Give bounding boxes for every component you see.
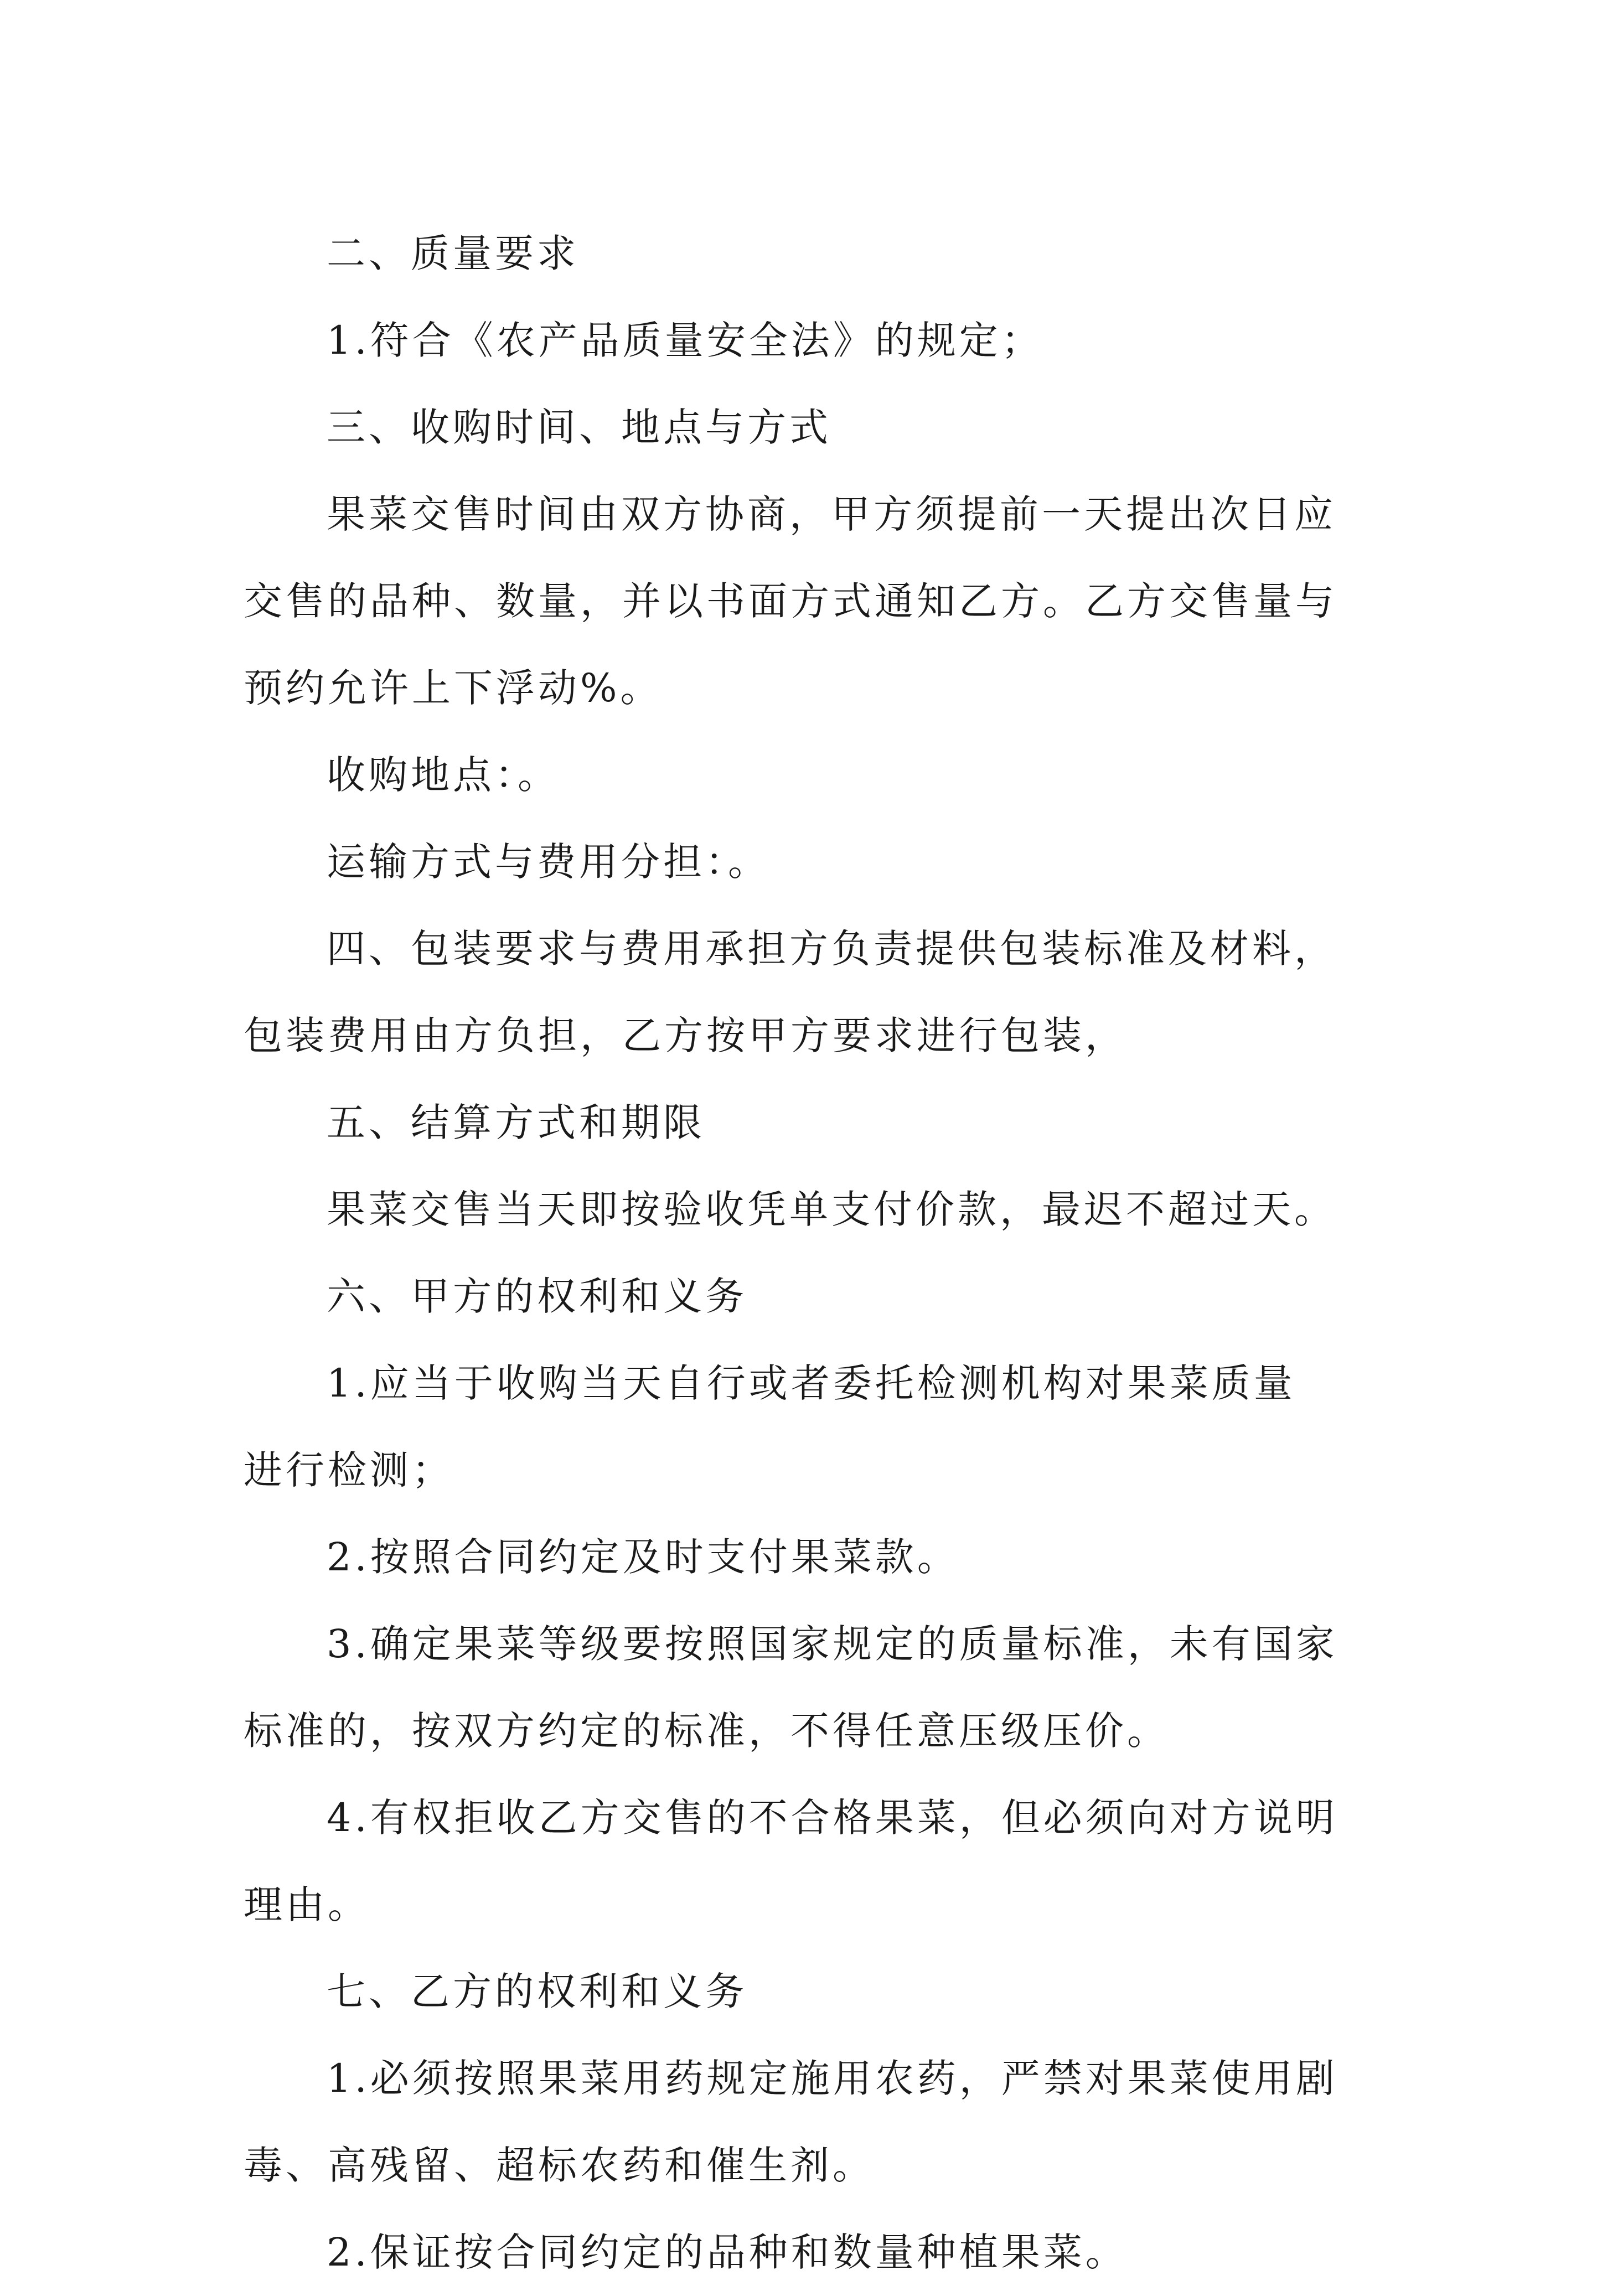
- paragraph-line: 1.应当于收购当天自行或者委托检测机构对果菜质量: [327, 1361, 1296, 1406]
- paragraph-line: 1.符合《农产品质量安全法》的规定；: [327, 318, 1043, 363]
- paragraph-line: 2.按照合同约定及时支付果菜款。: [327, 1534, 959, 1580]
- paragraph-line: 预约允许上下浮动%。: [244, 665, 663, 711]
- paragraph-line: 收购地点：。: [327, 752, 560, 798]
- paragraph-line: 毒、高残留、超标农药和催生剂。: [244, 2143, 875, 2188]
- section-heading-party-b: 七、乙方的权利和义务: [327, 1969, 747, 2014]
- paragraph-line: 运输方式与费用分担：。: [327, 839, 770, 885]
- paragraph-line: 1.必须按照果菜用药规定施用农药，严禁对果菜使用剧: [327, 2056, 1338, 2101]
- paragraph-line: 果菜交售当天即按验收凭单支付价款，最迟不超过天。: [327, 1187, 1336, 1232]
- section-heading-settlement: 五、结算方式和期限: [327, 1100, 705, 1145]
- paragraph-line: 2.保证按合同约定的品种和数量种植果菜。: [327, 2230, 1128, 2275]
- paragraph-line: 标准的，按双方约定的标准，不得任意压级压价。: [244, 1708, 1169, 1754]
- section-heading-party-a: 六、甲方的权利和义务: [327, 1274, 747, 1319]
- paragraph-line: 4.有权拒收乙方交售的不合格果菜，但必须向对方说明: [327, 1795, 1338, 1840]
- paragraph-line: 理由。: [244, 1882, 370, 1927]
- paragraph-line: 进行检测；: [244, 1447, 454, 1493]
- paragraph-line: 果菜交售时间由双方协商，甲方须提前一天提出次日应: [327, 492, 1336, 537]
- document-body: [244, 210, 1362, 2296]
- paragraph-line: 3.确定果菜等级要按照国家规定的质量标准，未有国家: [327, 1621, 1338, 1667]
- section-heading-purchase: 三、收购时间、地点与方式: [327, 405, 831, 450]
- section-heading-packaging: 四、包装要求与费用承担方负责提供包装标准及材料，: [327, 926, 1336, 971]
- paragraph-line: 包装费用由方负担，乙方按甲方要求进行包装，: [244, 1013, 1127, 1058]
- section-heading-quality: 二、质量要求: [327, 231, 579, 276]
- paragraph-line: 交售的品种、数量，并以书面方式通知乙方。乙方交售量与: [244, 578, 1337, 624]
